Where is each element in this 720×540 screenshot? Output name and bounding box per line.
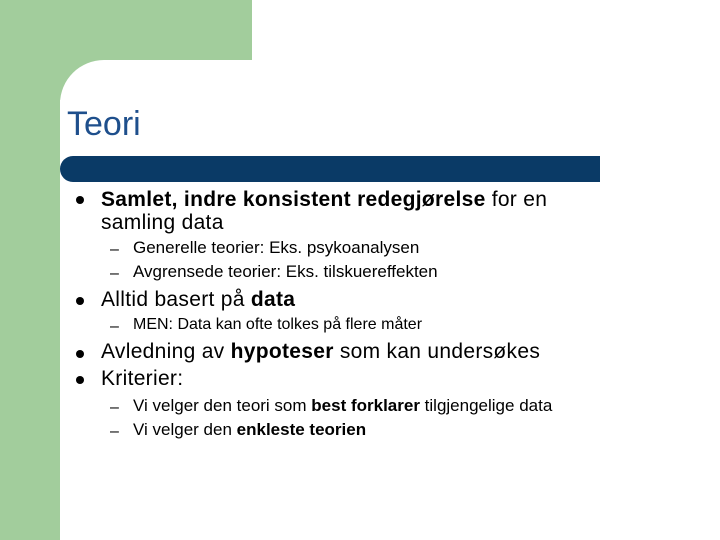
bullet-1-rest: for en (485, 188, 548, 211)
bullet-1-bold: Samlet, indre konsistent redegjørelse (101, 188, 486, 211)
dash-marker: – (110, 241, 119, 258)
bullet-2 (101, 288, 295, 312)
bullet-dot (76, 297, 84, 305)
sub-bullet-1b: Avgrensede teorier: Eks. tilskuereffekten (133, 262, 438, 281)
sub-bullet-4a-pre: Vi velger den teori som (133, 396, 312, 415)
dash-marker: – (110, 399, 119, 416)
bullet-3 (101, 340, 540, 364)
dash-marker: – (110, 423, 119, 440)
bullet-3-post: som kan undersøkes (333, 340, 541, 363)
sub-bullet-4a (133, 396, 552, 416)
bullet-3-pre: Avledning av (101, 340, 231, 363)
bullet-dot (76, 350, 84, 358)
sub-bullet-4a-post: tilgjengelige data (419, 396, 553, 415)
title-underline-bar (60, 156, 600, 182)
sub-bullet-1a: Generelle teorier: Eks. psykoanalysen (133, 238, 420, 257)
bullet-1-line-2: samling data (101, 211, 224, 234)
bullet-4: Kriterier: (101, 367, 184, 390)
sub-bullet-4b-pre: Vi velger den (133, 420, 237, 439)
slide-title: Teori (67, 105, 141, 143)
bullet-dot (76, 376, 84, 384)
sub-bullet-2a: MEN: Data kan ofte tolkes på flere måter (133, 316, 423, 333)
bullet-1-line-1 (101, 188, 547, 212)
bullet-2-bold: data (250, 288, 296, 311)
bullet-dot (76, 196, 84, 204)
bullet-2-pre: Alltid basert på (101, 288, 251, 311)
dash-marker: – (110, 318, 119, 335)
sub-bullet-4b (133, 420, 366, 440)
sub-bullet-4a-bold: best forklarer (311, 396, 420, 415)
bullet-3-bold: hypoteser (230, 340, 334, 363)
dash-marker: – (110, 265, 119, 282)
sub-bullet-4b-bold: enkleste teorien (236, 420, 367, 439)
